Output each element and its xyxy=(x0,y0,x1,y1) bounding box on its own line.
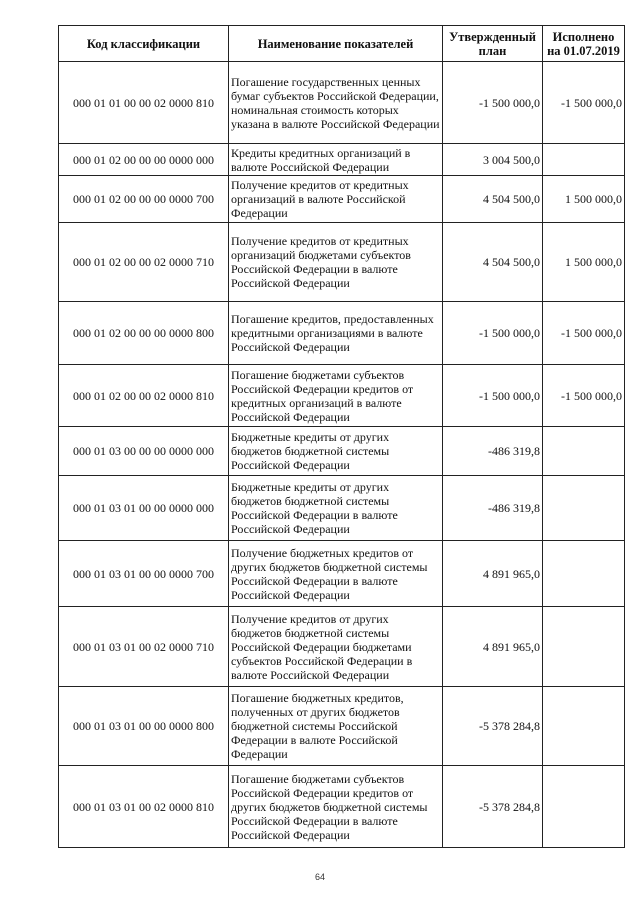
cell-plan: -1 500 000,0 xyxy=(443,365,543,427)
cell-plan: -1 500 000,0 xyxy=(443,302,543,365)
cell-code: 000 01 03 01 00 00 0000 000 xyxy=(59,476,229,541)
cell-executed xyxy=(543,541,625,607)
cell-code: 000 01 02 00 00 00 0000 700 xyxy=(59,176,229,223)
cell-name: Погашение государственных ценных бумаг субъектов Российской Федерации, номинальная стоимость которых указана в валюте Российской Федерации xyxy=(229,62,443,144)
table-row xyxy=(59,766,625,848)
cell-plan: 4 504 500,0 xyxy=(443,176,543,223)
cell-executed: -1 500 000,0 xyxy=(543,302,625,365)
cell-executed: -1 500 000,0 xyxy=(543,365,625,427)
table-row xyxy=(59,302,625,365)
cell-executed: -1 500 000,0 xyxy=(543,62,625,144)
cell-name: Погашение бюджетами субъектов Российской Федерации кредитов от кредитных организаций в валюте Российской Федерации xyxy=(229,365,443,427)
budget-table xyxy=(58,25,625,848)
header-plan: Утвержденный план xyxy=(443,26,543,62)
cell-name: Погашение кредитов, предоставленных кредитными организациями в валюте Российской Федерации xyxy=(229,302,443,365)
cell-name: Получение кредитов от других бюджетов бюджетной системы Российской Федерации бюджетами субъектов Российской Федерации в валюте Российской Федерации xyxy=(229,607,443,687)
cell-plan: 4 891 965,0 xyxy=(443,607,543,687)
header-name: Наименование показателей xyxy=(229,26,443,62)
cell-executed: 1 500 000,0 xyxy=(543,176,625,223)
cell-plan: 3 004 500,0 xyxy=(443,144,543,176)
cell-plan: 4 504 500,0 xyxy=(443,223,543,302)
cell-code: 000 01 02 00 00 00 0000 800 xyxy=(59,302,229,365)
cell-executed xyxy=(543,476,625,541)
table-row xyxy=(59,607,625,687)
cell-name: Получение кредитов от кредитных организаций в валюте Российской Федерации xyxy=(229,176,443,223)
cell-plan: -1 500 000,0 xyxy=(443,62,543,144)
cell-name: Погашение бюджетных кредитов, полученных от других бюджетов бюджетной системы Российской Федерации в валюте Российской Федерации xyxy=(229,687,443,766)
cell-code: 000 01 02 00 00 02 0000 710 xyxy=(59,223,229,302)
cell-executed xyxy=(543,144,625,176)
cell-executed: 1 500 000,0 xyxy=(543,223,625,302)
table-row xyxy=(59,176,625,223)
cell-code: 000 01 03 01 00 02 0000 810 xyxy=(59,766,229,848)
cell-name: Бюджетные кредиты от других бюджетов бюджетной системы Российской Федерации в валюте Российской Федерации xyxy=(229,476,443,541)
cell-name: Погашение бюджетами субъектов Российской Федерации кредитов от других бюджетов бюджетной системы Российской Федерации в валюте Российской Федерации xyxy=(229,766,443,848)
table-row xyxy=(59,365,625,427)
cell-name: Получение бюджетных кредитов от других бюджетов бюджетной системы Российской Федерации в валюте Российской Федерации xyxy=(229,541,443,607)
header-code: Код классификации xyxy=(59,26,229,62)
table-row xyxy=(59,144,625,176)
cell-executed xyxy=(543,766,625,848)
cell-name: Получение кредитов от кредитных организаций бюджетами субъектов Российской Федерации в валюте Российской Федерации xyxy=(229,223,443,302)
page-number: 64 xyxy=(314,872,325,882)
cell-executed xyxy=(543,427,625,476)
table-row xyxy=(59,427,625,476)
table-row xyxy=(59,541,625,607)
table-row xyxy=(59,62,625,144)
cell-name: Бюджетные кредиты от других бюджетов бюджетной системы Российской Федерации xyxy=(229,427,443,476)
table-row xyxy=(59,223,625,302)
table-body xyxy=(59,62,625,848)
cell-name: Кредиты кредитных организаций в валюте Российской Федерации xyxy=(229,144,443,176)
cell-code: 000 01 01 00 00 02 0000 810 xyxy=(59,62,229,144)
table-row xyxy=(59,687,625,766)
cell-code: 000 01 03 00 00 00 0000 000 xyxy=(59,427,229,476)
cell-plan: -5 378 284,8 xyxy=(443,687,543,766)
cell-code: 000 01 03 01 00 00 0000 700 xyxy=(59,541,229,607)
cell-code: 000 01 03 01 00 00 0000 800 xyxy=(59,687,229,766)
table-header-row xyxy=(59,26,625,62)
cell-executed xyxy=(543,687,625,766)
cell-code: 000 01 02 00 00 02 0000 810 xyxy=(59,365,229,427)
cell-plan: -5 378 284,8 xyxy=(443,766,543,848)
cell-plan: 4 891 965,0 xyxy=(443,541,543,607)
cell-code: 000 01 03 01 00 02 0000 710 xyxy=(59,607,229,687)
header-executed: Исполнено на 01.07.2019 xyxy=(543,26,625,62)
cell-code: 000 01 02 00 00 00 0000 000 xyxy=(59,144,229,176)
cell-plan: -486 319,8 xyxy=(443,427,543,476)
cell-executed xyxy=(543,607,625,687)
table-row xyxy=(59,476,625,541)
cell-plan: -486 319,8 xyxy=(443,476,543,541)
